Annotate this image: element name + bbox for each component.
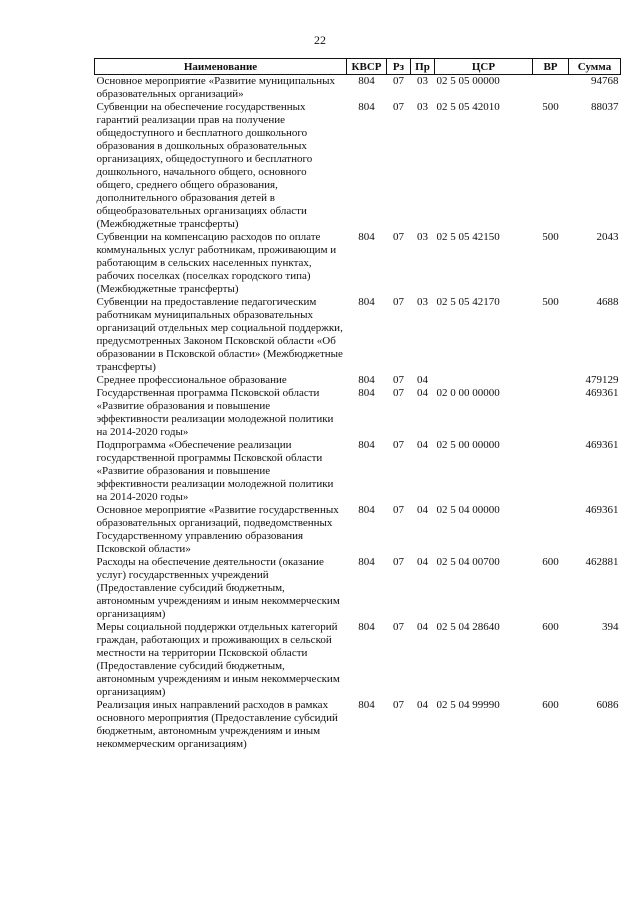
cell-name: Государственная программа Псковской области «Развитие образования и повышение эффективности реализации молодежной политики на 2014-2020 годы» <box>96 387 334 438</box>
cell-vr: 600 <box>542 621 559 633</box>
cell-csr: 02 5 04 99990 <box>436 699 500 711</box>
table-row <box>95 439 621 504</box>
cell-rz: 07 <box>393 374 404 386</box>
cell-csr: 02 5 05 42010 <box>436 101 500 113</box>
table-row <box>95 556 621 621</box>
cell-name: Основное мероприятие «Развитие муниципальных образовательных организаций» <box>96 75 335 100</box>
table-row <box>95 296 621 374</box>
table-row <box>95 699 621 751</box>
cell-pr: 03 <box>417 101 428 113</box>
cell-csr: 02 5 05 00000 <box>436 75 500 87</box>
header-name: Наименование <box>95 59 347 75</box>
cell-sum: 469361 <box>585 387 619 399</box>
cell-vr: 500 <box>542 231 559 243</box>
cell-kvsr: 804 <box>358 556 375 568</box>
cell-kvsr: 804 <box>358 231 375 243</box>
cell-sum: 394 <box>602 621 619 633</box>
cell-pr: 03 <box>417 231 428 243</box>
cell-vr <box>533 504 569 556</box>
cell-pr: 04 <box>417 556 428 568</box>
table-row <box>95 621 621 699</box>
cell-name: Реализация иных направлений расходов в рамках основного мероприятия (Предоставление субсидий бюджетным, автономным учреждениям и иным некоммерческим организациям) <box>96 699 338 750</box>
cell-csr <box>435 374 533 387</box>
cell-name: Расходы на обеспечение деятельности (оказание услуг) государственных учреждений (Предоставление субсидий бюджетным, автономным учреждениям и иным некоммерческим организациям) <box>96 556 340 620</box>
cell-kvsr: 804 <box>358 439 375 451</box>
header-kvsr: КВСР <box>347 59 387 75</box>
cell-sum: 6086 <box>596 699 619 711</box>
cell-vr <box>533 75 569 102</box>
cell-kvsr: 804 <box>358 504 375 516</box>
cell-csr: 02 5 05 42150 <box>436 231 500 243</box>
page-number: 22 <box>314 33 326 47</box>
table-row <box>95 504 621 556</box>
cell-kvsr: 804 <box>358 621 375 633</box>
cell-sum: 479129 <box>585 374 619 386</box>
header-sum: Сумма <box>569 59 621 75</box>
cell-rz: 07 <box>393 556 404 568</box>
cell-pr: 04 <box>417 621 428 633</box>
cell-name: Субвенции на компенсацию расходов по оплате коммунальных услуг работникам, проживающим и работающим в сельских населенных пунктах, рабочих поселках (поселках городского типа) (Межбюджетные трансферты) <box>96 231 337 295</box>
cell-name: Основное мероприятие «Развитие государственных образовательных организаций, подведомственных Государственному управлению образования Псковской области» <box>96 504 339 555</box>
cell-kvsr: 804 <box>358 75 375 87</box>
table-row <box>95 231 621 296</box>
cell-sum: 469361 <box>585 439 619 451</box>
table-row <box>95 387 621 439</box>
cell-csr: 02 0 00 00000 <box>436 387 500 399</box>
cell-name: Подпрограмма «Обеспечение реализации государственной программы Псковской области «Развитие образования и повышение эффективности реализации молодежной политики на 2014-2020 годы» <box>96 439 334 503</box>
table-row <box>95 374 621 387</box>
cell-vr <box>533 387 569 439</box>
cell-csr: 02 5 04 00000 <box>436 504 500 516</box>
header-pr: Пр <box>411 59 435 75</box>
cell-vr: 600 <box>542 699 559 711</box>
cell-rz: 07 <box>393 621 404 633</box>
cell-rz: 07 <box>393 439 404 451</box>
cell-sum: 94768 <box>591 75 619 87</box>
table-header-row <box>95 59 621 75</box>
cell-name: Среднее профессиональное образование <box>96 374 287 386</box>
cell-pr: 04 <box>417 387 428 399</box>
header-vr: ВР <box>533 59 569 75</box>
header-rz: Рз <box>387 59 411 75</box>
cell-kvsr: 804 <box>358 296 375 308</box>
header-csr: ЦСР <box>435 59 533 75</box>
cell-sum: 462881 <box>585 556 619 568</box>
cell-name: Меры социальной поддержки отдельных категорий граждан, работающих и проживающих в сельской местности на территории Псковской области (Предоставление субсидий бюджетным, автономным учреждениям и иным некоммерческим организациям) <box>96 621 340 698</box>
cell-vr <box>533 439 569 504</box>
cell-name: Субвенции на предоставление педагогическим работникам муниципальных образовательных организаций отдельных мер социальной поддержки, предусмотренных Законом Псковской области «Об образовании в Псковской области» (Межбюджетные трансферты) <box>96 296 343 373</box>
cell-kvsr: 804 <box>358 387 375 399</box>
table-row <box>95 101 621 231</box>
cell-rz: 07 <box>393 296 404 308</box>
cell-vr <box>533 374 569 387</box>
cell-sum: 88037 <box>591 101 619 113</box>
cell-pr: 03 <box>417 296 428 308</box>
cell-sum: 469361 <box>585 504 619 516</box>
cell-vr: 500 <box>542 296 559 308</box>
cell-rz: 07 <box>393 75 404 87</box>
table-row <box>95 75 621 102</box>
cell-csr: 02 5 04 00700 <box>436 556 500 568</box>
cell-kvsr: 804 <box>358 101 375 113</box>
cell-pr: 04 <box>417 374 428 386</box>
cell-rz: 07 <box>393 699 404 711</box>
cell-sum: 2043 <box>596 231 619 243</box>
cell-pr: 04 <box>417 504 428 516</box>
cell-vr: 600 <box>542 556 559 568</box>
cell-vr: 500 <box>542 101 559 113</box>
table-body <box>95 75 621 752</box>
cell-name: Субвенции на обеспечение государственных гарантий реализации прав на получение общедоступного и бесплатного дошкольного образования в дошкольных образовательных организациях, общедоступного и бесплатного дошкольного, начального общего, основного общего, среднего общего образования, дополнительного образования детей в общеобразовательных организациях области (Межбюджетные трансферты) <box>96 101 313 230</box>
cell-rz: 07 <box>393 231 404 243</box>
cell-kvsr: 804 <box>358 699 375 711</box>
cell-rz: 07 <box>393 504 404 516</box>
cell-csr: 02 5 04 28640 <box>436 621 500 633</box>
cell-sum: 4688 <box>596 296 619 308</box>
cell-csr: 02 5 05 42170 <box>436 296 500 308</box>
cell-rz: 07 <box>393 387 404 399</box>
cell-pr: 04 <box>417 439 428 451</box>
cell-rz: 07 <box>393 101 404 113</box>
budget-table <box>94 58 621 751</box>
cell-pr: 03 <box>417 75 428 87</box>
cell-kvsr: 804 <box>358 374 375 386</box>
cell-pr: 04 <box>417 699 428 711</box>
cell-csr: 02 5 00 00000 <box>436 439 500 451</box>
